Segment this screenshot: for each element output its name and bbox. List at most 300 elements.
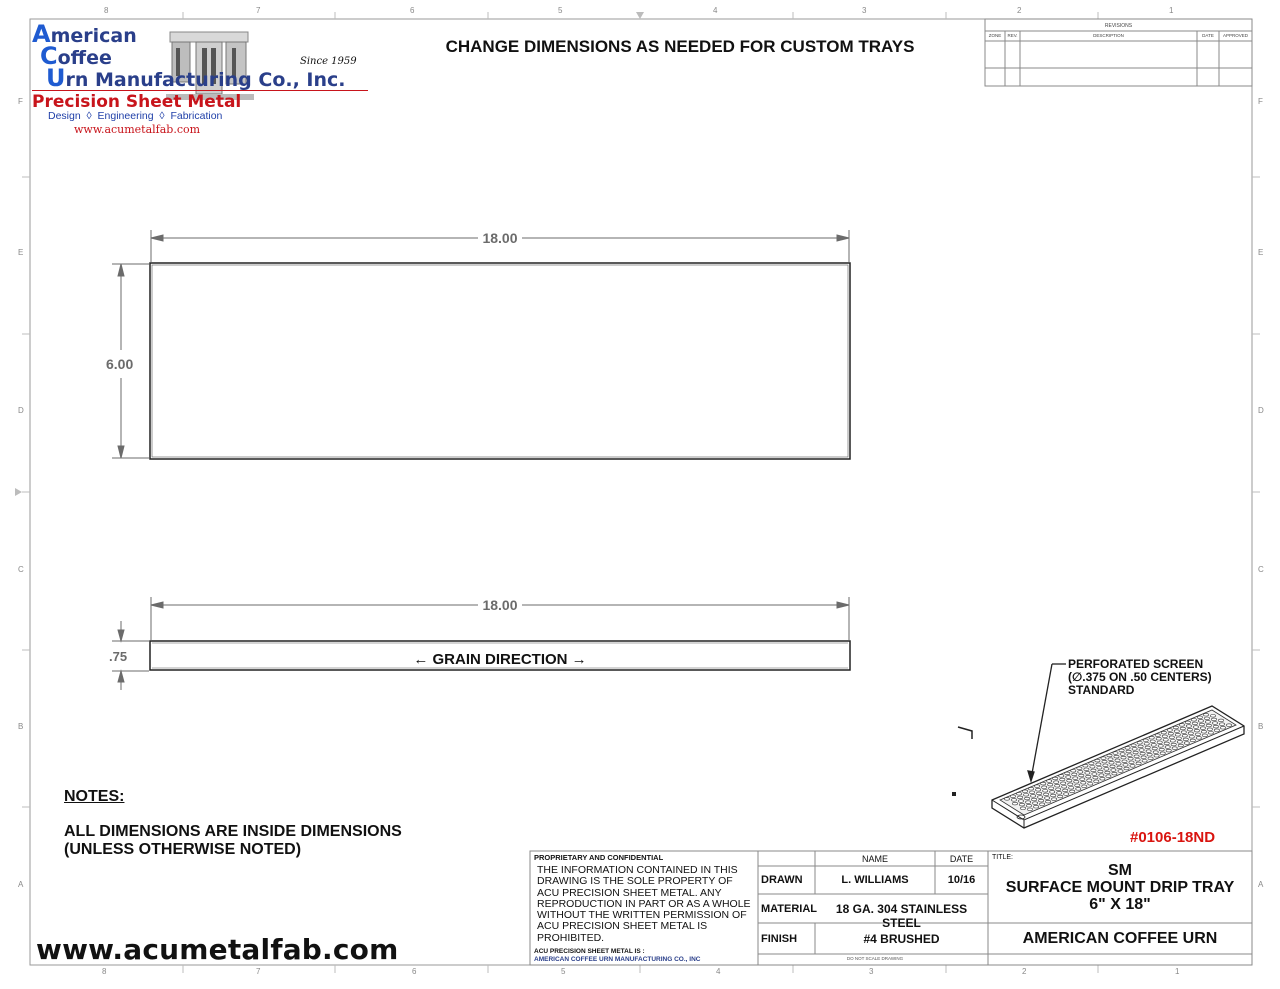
- perforation-hole: [1024, 794, 1029, 797]
- notes-line-2: (UNLESS OTHERWISE NOTED): [64, 841, 302, 858]
- perforation-hole: [1193, 726, 1198, 729]
- perforation-hole: [1113, 752, 1118, 755]
- perforation-hole: [1204, 717, 1209, 720]
- zone-number: 8: [104, 6, 109, 15]
- perforation-hole: [1211, 718, 1216, 721]
- perforation-hole: [1057, 792, 1062, 795]
- perforation-hole: [1218, 719, 1223, 722]
- perforation-hole: [1055, 784, 1060, 787]
- perforation-hole: [1159, 748, 1164, 751]
- perforation-hole: [1162, 735, 1167, 738]
- perforation-hole: [1190, 739, 1195, 742]
- perforation-hole: [1025, 797, 1030, 800]
- perforation-hole: [1076, 788, 1081, 791]
- perforation-hole: [1144, 743, 1149, 746]
- zone-number: 7: [256, 6, 261, 15]
- perforation-hole: [1060, 778, 1065, 781]
- perforation-hole: [1094, 780, 1099, 783]
- perforation-hole: [1023, 790, 1028, 793]
- perforation-hole: [1171, 743, 1176, 746]
- perforation-hole: [1031, 795, 1036, 798]
- perforation-hole: [1219, 723, 1224, 726]
- top-width-label: 6.00: [106, 356, 134, 372]
- revisions-table: [985, 19, 1252, 86]
- zone-numbers-top: [0, 6, 1280, 18]
- perforation-hole: [1172, 747, 1177, 750]
- zone-letter: C: [1258, 565, 1264, 574]
- perforation-hole: [1026, 801, 1031, 804]
- perforation-hole: [1092, 773, 1097, 776]
- zone-number: 3: [862, 6, 867, 15]
- perforation-hole: [1143, 739, 1148, 742]
- zone-letter: E: [18, 248, 24, 257]
- perforation-hole: [1110, 765, 1115, 768]
- zone-letter: C: [18, 565, 24, 574]
- zone-number: 1: [1175, 967, 1180, 976]
- perforation-hole: [1107, 754, 1112, 757]
- zone-number: 2: [1022, 967, 1027, 976]
- zone-number: 5: [558, 6, 563, 15]
- revisions-col-rev: REV.: [1007, 33, 1018, 38]
- perforation-hole: [1098, 770, 1103, 773]
- drawing-title: [988, 862, 1252, 913]
- date-header: DATE: [949, 854, 974, 864]
- perforation-hole: [1104, 768, 1109, 771]
- callout-line-1: PERFORATED SCREEN: [1068, 657, 1204, 671]
- perforation-hole: [1132, 748, 1137, 751]
- logo-divider: [32, 90, 368, 91]
- perforation-hole: [1154, 754, 1159, 757]
- perforation-hole: [1134, 755, 1139, 758]
- perforation-hole: [1109, 761, 1114, 764]
- perforation-hole: [1099, 774, 1104, 777]
- perforation-hole: [1049, 787, 1054, 790]
- perforation-hole: [1096, 763, 1101, 766]
- perforation-hole: [1012, 802, 1017, 805]
- perforation-hole: [1085, 772, 1090, 775]
- perforation-hole: [1198, 720, 1203, 723]
- perforation-hole: [1045, 797, 1050, 800]
- zone-number: 7: [256, 967, 261, 976]
- logo-word-american: merican: [50, 25, 137, 47]
- zone-number: 5: [561, 967, 566, 976]
- zone-letter: A: [18, 880, 24, 889]
- perforation-hole: [1050, 791, 1055, 794]
- perforation-hole: [1192, 722, 1197, 725]
- perforation-hole: [1199, 723, 1204, 726]
- zone-letter: D: [18, 406, 24, 415]
- perforation-hole: [1089, 762, 1094, 765]
- callout-line-2: (∅.375 ON .50 CENTERS): [1068, 670, 1212, 684]
- revisions-col-zone: ZONE: [988, 33, 1002, 38]
- header-note: CHANGE DIMENSIONS AS NEEDED FOR CUSTOM TRAYS: [445, 37, 915, 56]
- perforation-hole: [1083, 764, 1088, 767]
- perforation-hole: [1086, 775, 1091, 778]
- perforation-hole: [1052, 798, 1057, 801]
- perforation-hole: [1078, 771, 1083, 774]
- perforation-hole: [1117, 766, 1122, 769]
- proprietary-line: REPRODUCTION IN PART OR AS A WHOLE: [537, 897, 751, 910]
- perforation-hole: [1146, 750, 1151, 753]
- title-line-2: SURFACE MOUNT DRIP TRAY: [1005, 879, 1235, 896]
- perforation-hole: [1133, 751, 1138, 754]
- revisions-title: REVISIONS: [1104, 23, 1133, 29]
- title-line-1: SM: [1108, 862, 1132, 879]
- perforation-hole: [1071, 770, 1076, 773]
- zone-letter: B: [1258, 722, 1264, 731]
- perforation-hole: [1181, 731, 1186, 734]
- perforation-hole: [1156, 737, 1161, 740]
- division-of: ACU PRECISION SHEET METAL IS :: [534, 948, 645, 955]
- perforation-hole: [1148, 757, 1153, 760]
- perforation-hole: [1205, 721, 1210, 724]
- perforation-hole: [1210, 715, 1215, 718]
- part-number: #0106-18ND: [1130, 829, 1216, 846]
- perforation-hole: [1103, 764, 1108, 767]
- perforation-hole: [1206, 724, 1211, 727]
- proprietary-line: WITHOUT THE WRITTEN PERMISSION OF: [537, 909, 747, 922]
- logo-word-coffee: offee: [57, 47, 112, 69]
- company-full-name: AMERICAN COFFEE URN MANUFACTURING CO., INC: [534, 956, 701, 963]
- do-not-scale: DO NOT SCALE DRAWING: [846, 956, 904, 961]
- footer-website: www.acumetalfab.com: [36, 933, 399, 966]
- perforation-hole: [1118, 770, 1123, 773]
- perforation-hole: [1174, 730, 1179, 733]
- proprietary-line: DRAWING IS THE SOLE PROPERTY OF: [537, 875, 733, 888]
- perforation-hole: [1068, 783, 1073, 786]
- perforation-hole: [1149, 736, 1154, 739]
- perforation-hole: [1084, 768, 1089, 771]
- perforation-hole: [1140, 752, 1145, 755]
- perforation-hole: [1157, 741, 1162, 744]
- zone-number: 8: [102, 967, 107, 976]
- zone-number: 3: [869, 967, 874, 976]
- perforation-hole: [1079, 774, 1084, 777]
- drawn-date: 10/16: [947, 874, 976, 886]
- top-view-inner: [152, 265, 848, 457]
- perforation-hole: [1185, 721, 1190, 724]
- perforation-hole: [1063, 789, 1068, 792]
- notes-line-1: ALL DIMENSIONS ARE INSIDE DIMENSIONS: [64, 823, 402, 840]
- perforation-hole: [1127, 754, 1132, 757]
- perforation-hole: [1017, 793, 1022, 796]
- perforation-hole: [1038, 796, 1043, 799]
- callout-leader: [1028, 664, 1066, 781]
- perforation-hole: [1167, 729, 1172, 732]
- perforation-hole: [1032, 798, 1037, 801]
- perforation-hole: [1030, 791, 1035, 794]
- perforation-hole: [1095, 759, 1100, 762]
- drawn-label: DRAWN: [761, 874, 803, 886]
- view-mark-dot: [952, 792, 956, 796]
- title-label: TITLE:: [992, 854, 1014, 861]
- callout-line-3: STANDARD: [1068, 683, 1135, 697]
- perforation-hole: [1039, 799, 1044, 802]
- perforation-hole: [1029, 787, 1034, 790]
- perforation-hole: [1033, 802, 1038, 805]
- perforation-hole: [1183, 738, 1188, 741]
- perforation-hole: [1100, 777, 1105, 780]
- perforation-hole: [1194, 729, 1199, 732]
- perforation-callout: [1068, 658, 1212, 697]
- perforation-hole: [1122, 760, 1127, 763]
- perforation-hole: [1152, 747, 1157, 750]
- side-height-label: .75: [109, 649, 128, 664]
- perforation-hole: [1226, 724, 1231, 727]
- perforation-hole: [1115, 759, 1120, 762]
- perforation-hole: [1041, 782, 1046, 785]
- perforation-hole: [1018, 800, 1023, 803]
- perforation-hole: [1135, 759, 1140, 762]
- perforation-hole: [1108, 758, 1113, 761]
- zone-letter: F: [1258, 97, 1263, 106]
- perforation-hole: [1106, 775, 1111, 778]
- logo-since: Since 1959: [300, 56, 357, 67]
- perforation-hole: [1212, 722, 1217, 725]
- grain-direction-label: ← GRAIN DIRECTION →: [413, 651, 587, 668]
- isometric-drip-tray: [992, 706, 1244, 828]
- material-value: 18 GA. 304 STAINLESS STEEL: [835, 902, 968, 930]
- top-length-label: 18.00: [482, 230, 518, 246]
- perforation-hole: [1165, 746, 1170, 749]
- perforation-hole: [1020, 807, 1025, 810]
- perforation-hole: [1087, 779, 1092, 782]
- perforation-hole: [1161, 731, 1166, 734]
- perforation-hole: [1163, 739, 1168, 742]
- perforation-hole: [1136, 762, 1141, 765]
- perforation-hole: [1139, 749, 1144, 752]
- perforation-hole: [1175, 733, 1180, 736]
- proprietary-line: THE INFORMATION CONTAINED IN THIS: [537, 864, 738, 876]
- proprietary-heading: PROPRIETARY AND CONFIDENTIAL: [534, 853, 664, 862]
- zone-numbers-bottom: [0, 967, 1280, 979]
- perforation-hole: [1091, 769, 1096, 772]
- perforation-hole: [1130, 765, 1135, 768]
- perforation-hole: [1170, 740, 1175, 743]
- perforation-hole: [1200, 727, 1205, 730]
- perforation-hole: [1088, 783, 1093, 786]
- perforation-hole: [1138, 745, 1143, 748]
- perforation-hole: [1202, 734, 1207, 737]
- perforation-hole: [1131, 744, 1136, 747]
- perforation-hole: [1027, 808, 1032, 811]
- title-line-3: 6" X 18": [1089, 896, 1151, 913]
- perforation-hole: [1184, 742, 1189, 745]
- perforation-hole: [1004, 798, 1009, 801]
- perforation-hole: [1035, 785, 1040, 788]
- perforation-hole: [1180, 727, 1185, 730]
- logo-initial-a: A: [32, 20, 51, 48]
- zone-number: 4: [716, 967, 721, 976]
- zone-number: 4: [713, 6, 718, 15]
- perforation-hole: [1072, 773, 1077, 776]
- perforation-hole: [1111, 769, 1116, 772]
- perforation-hole: [1064, 793, 1069, 796]
- perforation-hole: [1168, 732, 1173, 735]
- perforation-hole: [1166, 749, 1171, 752]
- logo-initial-c: C: [40, 42, 58, 70]
- perforation-hole: [1059, 775, 1064, 778]
- view-mark-corner: [958, 727, 972, 739]
- notes-heading: NOTES:: [64, 788, 125, 805]
- perforation-hole: [1186, 725, 1191, 728]
- customer-name: AMERICAN COFFEE URN: [1022, 930, 1218, 947]
- perforation-hole: [1187, 728, 1192, 731]
- perforation-hole: [1036, 788, 1041, 791]
- zone-letter: B: [18, 722, 24, 731]
- logo-tagline: Design ◊ Engineering ◊ Fabrication: [48, 110, 223, 122]
- revisions-col-description: DESCRIPTION: [1093, 33, 1124, 38]
- perforation-hole: [1062, 786, 1067, 789]
- perforation-hole: [1182, 734, 1187, 737]
- perforation-hole: [1043, 790, 1048, 793]
- logo-division: Precision Sheet Metal: [32, 92, 242, 112]
- logo-word-urn: rn Manufacturing Co., Inc.: [65, 69, 346, 91]
- perforation-hole: [1077, 767, 1082, 770]
- name-header: NAME: [861, 854, 888, 864]
- finish-label: FINISH: [761, 933, 798, 945]
- perforation-hole: [1124, 767, 1129, 770]
- zone-letter: A: [1258, 880, 1264, 889]
- perforation-hole: [1042, 786, 1047, 789]
- perforation-hole: [1044, 793, 1049, 796]
- proprietary-line: ACU PRECISION SHEET METAL. ANY: [537, 886, 722, 899]
- perforation-hole: [1147, 753, 1152, 756]
- perforation-hole: [1160, 752, 1165, 755]
- proprietary-line: PROHIBITED.: [537, 931, 605, 944]
- perforation-hole: [1011, 799, 1016, 802]
- perforation-hole: [1097, 767, 1102, 770]
- company-logo: [32, 20, 372, 140]
- perforation-hole: [1070, 790, 1075, 793]
- perforation-hole: [1145, 746, 1150, 749]
- perforation-hole: [1034, 805, 1039, 808]
- perforation-hole: [1090, 766, 1095, 769]
- perforation-hole: [1126, 750, 1131, 753]
- perforation-hole: [1151, 744, 1156, 747]
- perforation-hole: [1196, 737, 1201, 740]
- perforation-hole: [1141, 756, 1146, 759]
- perforation-hole: [1051, 794, 1056, 797]
- perforation-hole: [1102, 760, 1107, 763]
- zone-number: 6: [410, 6, 415, 15]
- material-label: MATERIAL: [761, 903, 818, 915]
- perforation-hole: [1065, 772, 1070, 775]
- perforation-hole: [1137, 742, 1142, 745]
- perforation-hole: [1066, 776, 1071, 779]
- perforation-hole: [1026, 804, 1031, 807]
- perforation-hole: [1164, 742, 1169, 745]
- finish-value: #4 BRUSHED: [863, 932, 940, 946]
- perforation-hole: [1158, 745, 1163, 748]
- perforation-hole: [1195, 733, 1200, 736]
- perforation-hole: [1018, 796, 1023, 799]
- perforation-hole: [1201, 730, 1206, 733]
- perforation-hole: [1178, 744, 1183, 747]
- perforation-hole: [1047, 780, 1052, 783]
- perforation-hole: [1123, 764, 1128, 767]
- perforation-hole: [1220, 726, 1225, 729]
- perforation-hole: [1093, 776, 1098, 779]
- perforation-hole: [1214, 729, 1219, 732]
- perforation-hole: [1188, 732, 1193, 735]
- perforation-hole: [1116, 763, 1121, 766]
- perforation-hole: [1019, 803, 1024, 806]
- perforation-hole: [1155, 734, 1160, 737]
- perforation-hole: [1037, 792, 1042, 795]
- perforation-hole: [1010, 795, 1015, 798]
- logo-website: www.acumetalfab.com: [74, 123, 201, 136]
- perforation-hole: [1105, 771, 1110, 774]
- perforation-hole: [1153, 751, 1158, 754]
- perforation-hole: [1069, 787, 1074, 790]
- perforation-hole: [1061, 782, 1066, 785]
- zone-letter: E: [1258, 248, 1264, 257]
- perforation-hole: [1173, 726, 1178, 729]
- perforation-hole: [1207, 728, 1212, 731]
- zone-letter: F: [18, 97, 23, 106]
- perforation-hole: [1056, 788, 1061, 791]
- zone-number: 1: [1169, 6, 1174, 15]
- perforation-hole: [1048, 783, 1053, 786]
- center-mark-left: [15, 488, 22, 496]
- proprietary-line: ACU PRECISION SHEET METAL IS: [537, 920, 708, 933]
- revisions-col-date: DATE: [1202, 33, 1214, 38]
- perforation-hole: [1142, 760, 1147, 763]
- perforation-hole: [1074, 780, 1079, 783]
- perforation-hole: [1120, 753, 1125, 756]
- perforation-hole: [1176, 737, 1181, 740]
- perforation-hole: [1075, 784, 1080, 787]
- perforation-hole: [1169, 736, 1174, 739]
- drawn-name: L. WILLIAMS: [841, 874, 909, 886]
- perforation-hole: [1040, 803, 1045, 806]
- side-length-label: 18.00: [482, 597, 518, 613]
- perforation-hole: [1067, 779, 1072, 782]
- perforation-hole: [1073, 777, 1078, 780]
- perforation-hole: [1046, 800, 1051, 803]
- perforation-hole: [1128, 757, 1133, 760]
- perforation-hole: [1203, 713, 1208, 716]
- perforation-hole: [1080, 778, 1085, 781]
- proprietary-text: [537, 865, 751, 944]
- zone-number: 2: [1017, 6, 1022, 15]
- zone-number: 6: [412, 967, 417, 976]
- top-view-outline: [150, 263, 850, 459]
- perforation-hole: [1208, 732, 1213, 735]
- perforation-hole: [1053, 777, 1058, 780]
- perforation-hole: [1119, 749, 1124, 752]
- perforation-hole: [1054, 781, 1059, 784]
- perforation-hole: [1213, 725, 1218, 728]
- perforation-hole: [1179, 724, 1184, 727]
- perforation-hole: [1150, 740, 1155, 743]
- perforation-hole: [1114, 755, 1119, 758]
- perforation-hole: [1058, 795, 1063, 798]
- perforation-hole: [1189, 736, 1194, 739]
- perforation-hole: [1191, 719, 1196, 722]
- perforation-hole: [1121, 756, 1126, 759]
- perforation-hole: [1081, 781, 1086, 784]
- perforation-hole: [1125, 747, 1130, 750]
- perforation-hole: [1082, 785, 1087, 788]
- zone-letter: D: [1258, 406, 1264, 415]
- perforation-hole: [1129, 761, 1134, 764]
- perforation-hole: [1177, 741, 1182, 744]
- revisions-col-approved: APPROVED: [1222, 33, 1248, 38]
- perforation-hole: [1101, 757, 1106, 760]
- logo-initial-u: U: [46, 64, 66, 92]
